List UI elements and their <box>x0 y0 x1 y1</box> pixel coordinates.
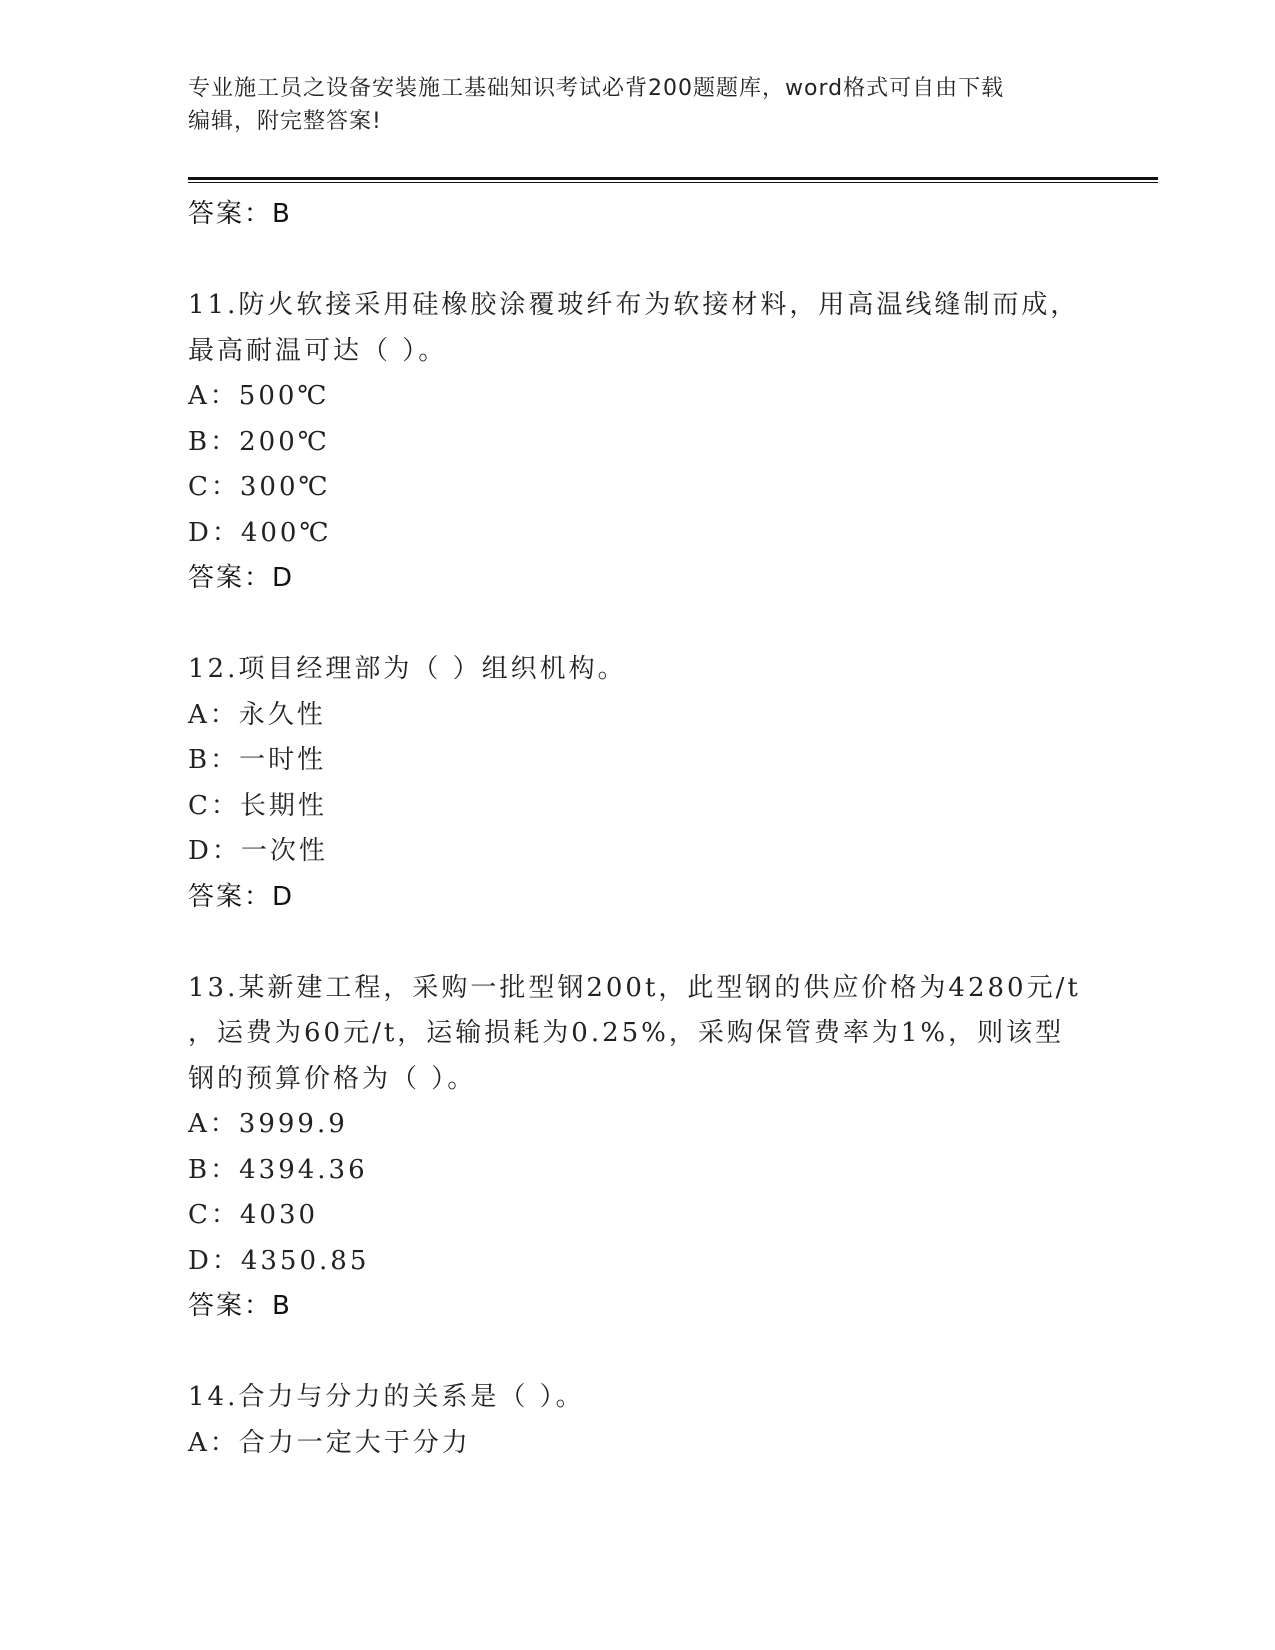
question-list <box>188 192 1088 1466</box>
text-line: B：一时性 <box>188 745 327 775</box>
text-line: D：400℃ <box>188 517 332 548</box>
answer-line: 答案：D <box>188 881 295 912</box>
text-line: D：一次性 <box>188 836 328 866</box>
text-line: A：500℃ <box>188 381 330 411</box>
text-line: A：合力一定大于分力 <box>188 1427 471 1458</box>
header-line-2: 编辑，附完整答案! <box>188 109 382 134</box>
text-line: C：300℃ <box>188 472 331 502</box>
text-line: 14.合力与分力的关系是（ ）。 <box>188 1382 585 1412</box>
text-line: ，运费为60元/t，运输损耗为0.25%，采购保管费率为1%，则该型 <box>188 1018 1065 1048</box>
spacer <box>188 602 1088 648</box>
spacer <box>188 1330 1088 1376</box>
text-line: 13.某新建工程，采购一批型钢200t，此型钢的供应价格为4280元/t <box>188 972 1081 1003</box>
answer-line: 答案：D <box>188 563 295 593</box>
text-line: B：200℃ <box>188 426 330 457</box>
text-line: C：长期性 <box>188 790 327 821</box>
spacer <box>188 238 1088 284</box>
spacer <box>188 920 1088 966</box>
answer-line: 答案：B <box>188 1291 292 1321</box>
text-line: A：3999.9 <box>188 1109 348 1139</box>
header-line-1: 专业施工员之设备安装施工基础知识考试必背200题题库，word格式可自由下载 <box>188 76 1005 101</box>
page-header <box>188 72 1068 138</box>
text-line: B：4394.36 <box>188 1154 368 1185</box>
header-rule-thick <box>188 177 1158 180</box>
answer-line: 答案：B <box>188 199 292 229</box>
text-line: 11.防火软接采用硅橡胶涂覆玻纤布为软接材料，用高温线缝制而成， <box>188 290 1080 320</box>
text-line: 钢的预算价格为（ ）。 <box>188 1063 477 1094</box>
text-line: D：4350.85 <box>188 1245 370 1276</box>
text-line: 12.项目经理部为（ ）组织机构。 <box>188 654 627 684</box>
text-line: A：永久性 <box>188 699 326 730</box>
header-rule-thin <box>188 182 1158 183</box>
text-line: 最高耐温可达（ ）。 <box>188 335 448 366</box>
text-line: C：4030 <box>188 1200 319 1230</box>
